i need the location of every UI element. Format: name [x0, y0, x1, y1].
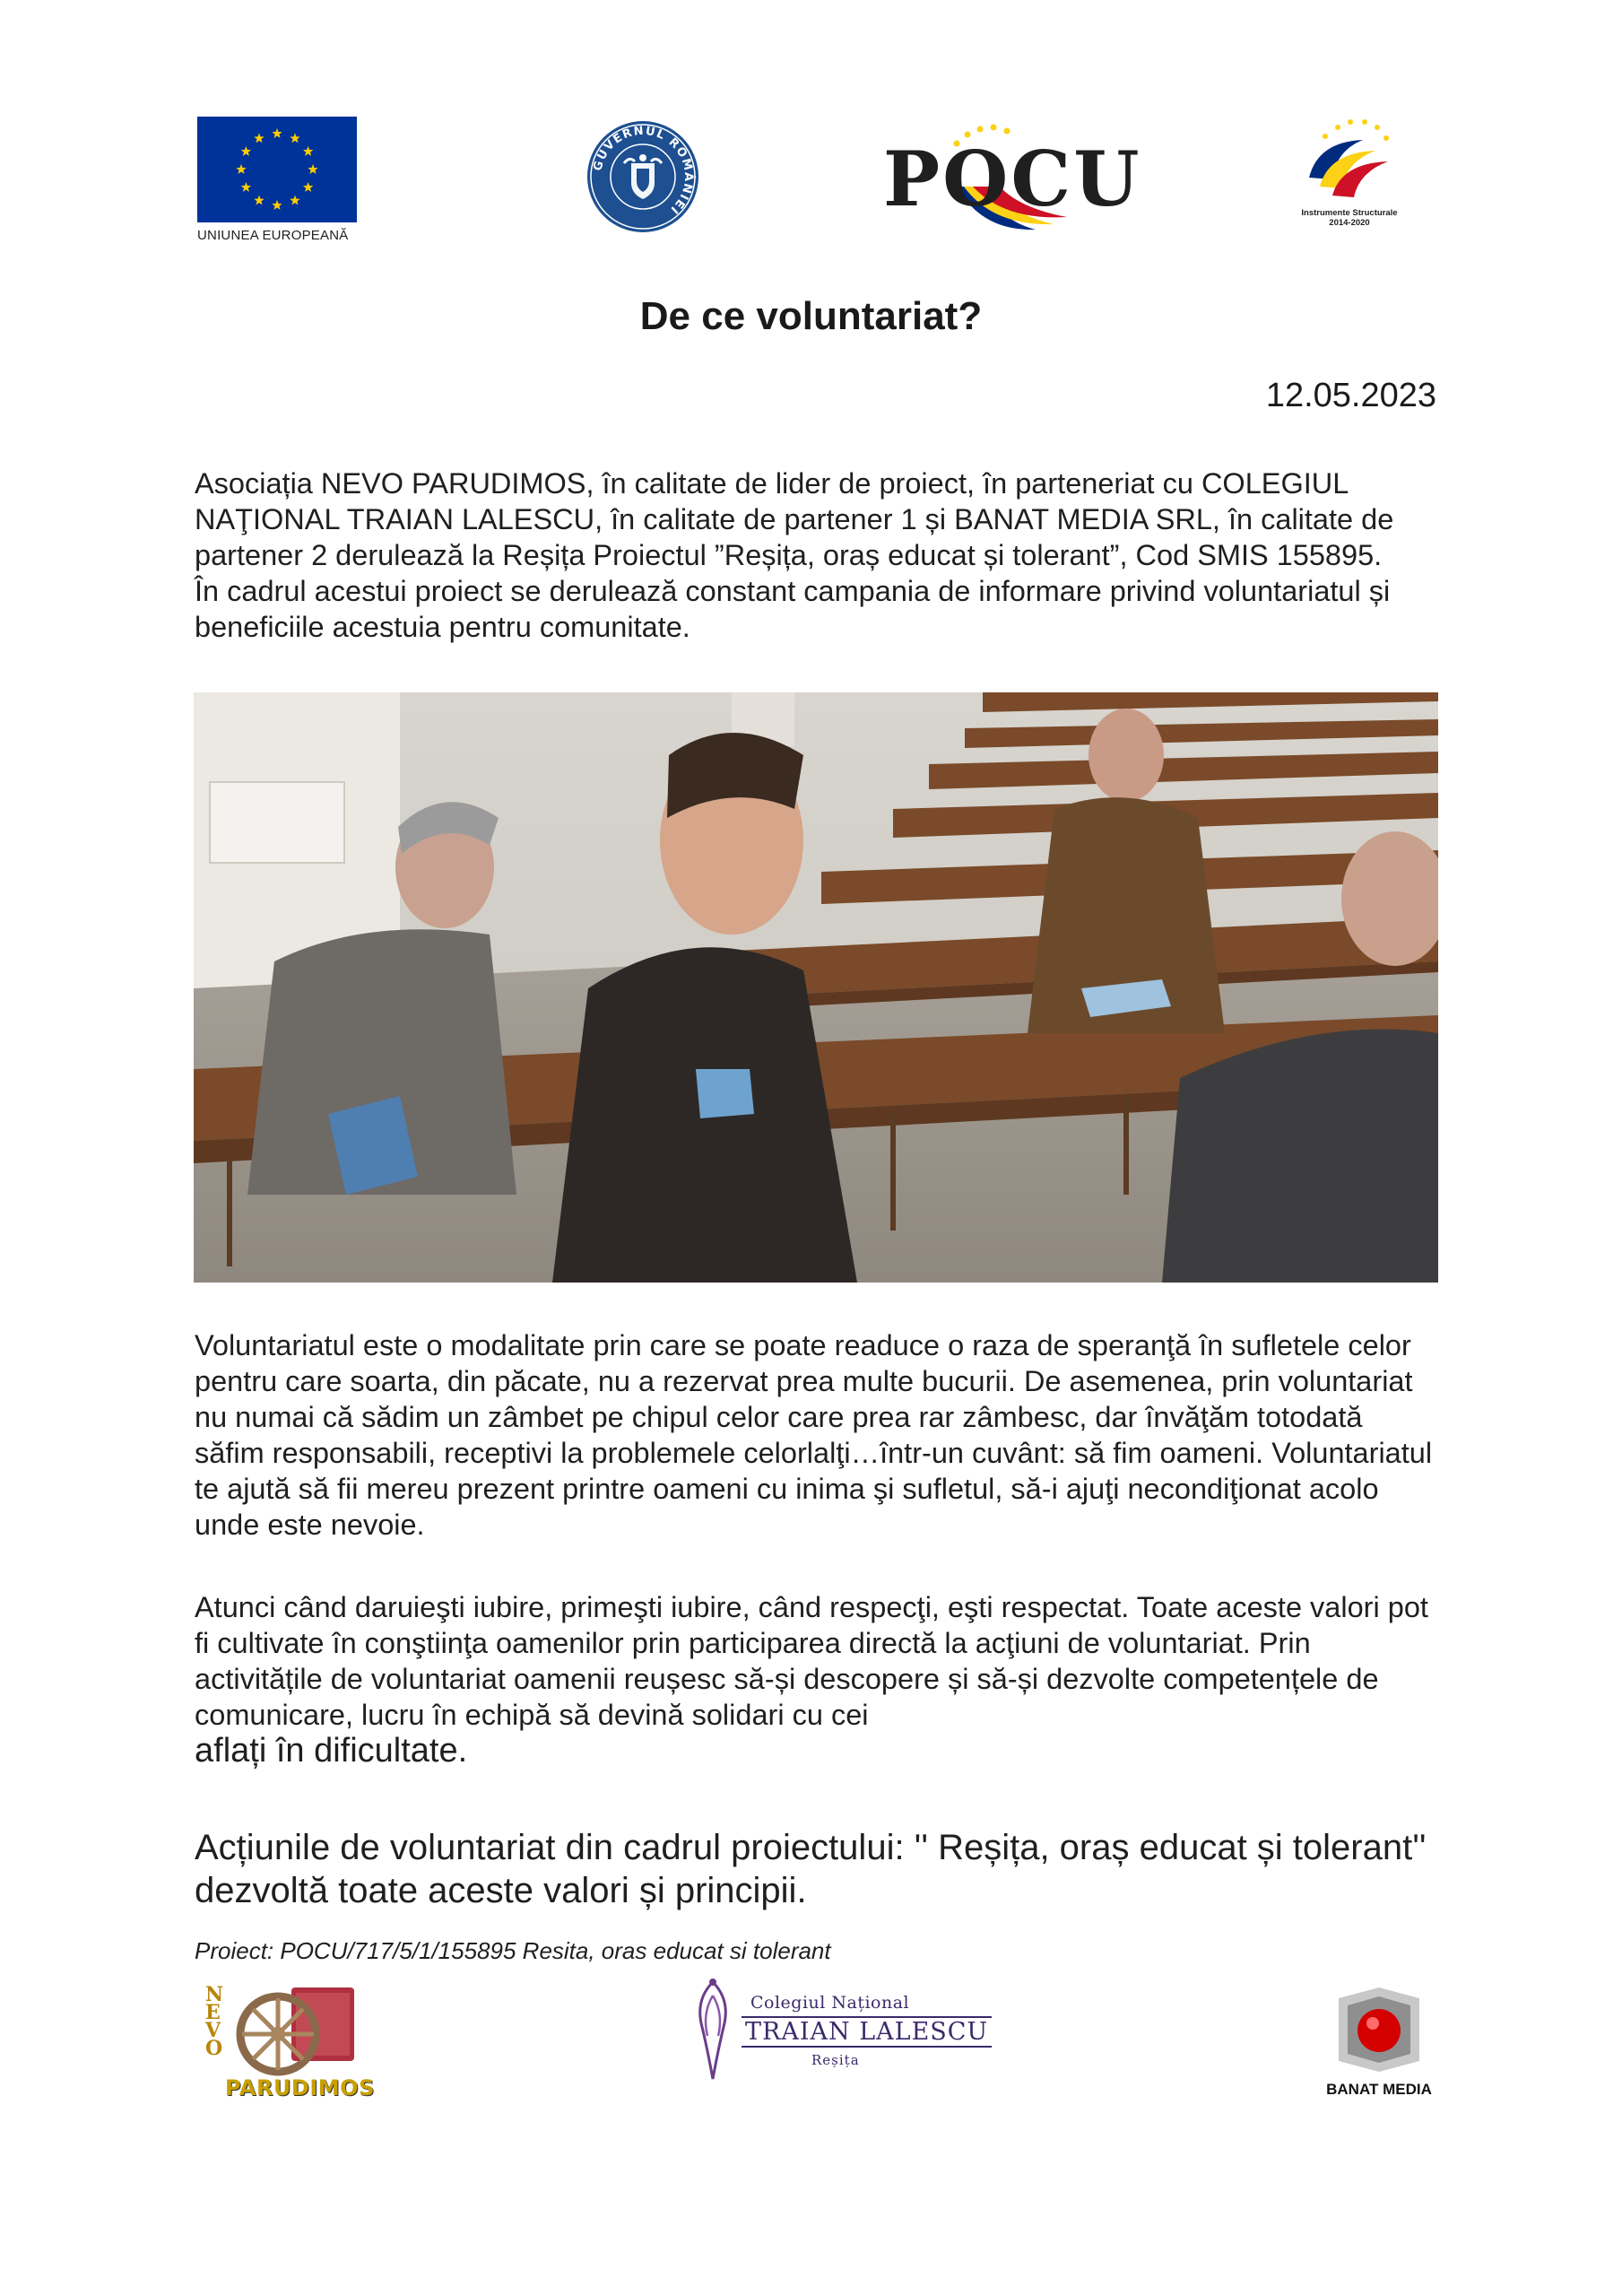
body-paragraph: Atunci când daruieşti iubire, primeşti iubire, când respecţi, eşti respectat. Toate aceste valori pot fi cultivate în conştiinţa oamenilor prin participarea directă la acţiuni de voluntariat. Prin activitățile de voluntariat oamenii reușesc să-și descopere și să-și dezvolte competențele de comunicare, lucru în echipă să devină solidari cu cei aflați în dificultate. [195, 1591, 1428, 1770]
eu-star [272, 128, 282, 138]
eu-flag [197, 117, 357, 222]
pocu-logo [874, 124, 1142, 245]
parudimos-wordmark: PARUDIMOS [225, 2075, 375, 2100]
body-paragraph: Voluntariatul este o modalitate prin care se poate readuce o raza de speranţă în sufletele celor pentru care soarta, din păcate, nu a rezervat prea multe bucurii. De asemenea, prin voluntariat nu numai că sădim un zâmbet pe chipul celor care prea rar zâmbesc, dar învăţăm totodată săfim responsabili, receptivi la problemele celorlalţi…într-un cuvânt: să fim oameni. Voluntariatul te ajută să fii mereu prezent printre oameni cu inima şi sufletul, să-i ajuţi necondiţionat acolo unde este nevoie. [195, 1329, 1433, 1541]
document-date: 12.05.2023 [1265, 377, 1436, 414]
document-title: De ce voluntariat? [639, 294, 983, 338]
eu-star [254, 196, 264, 205]
intro-paragraph: În cadrul acestui proiect se derulează constant campania de informare privind voluntariatul și beneficiile acestuia pentru comunitate. [195, 575, 1391, 643]
cntl-line-3: Reșița [811, 2052, 860, 2068]
instrumente-structurale-logo [1282, 115, 1417, 231]
wagon-wheel-icon [240, 1996, 316, 2072]
colegiul-national-traian-lalescu-logo [686, 1973, 989, 2085]
eu-star [290, 196, 299, 205]
pocu-wordmark: POCU [883, 135, 1142, 223]
eu-star [308, 164, 317, 174]
nevo-parudimos-logo [202, 1980, 381, 2106]
eu-star [241, 146, 251, 156]
intro-paragraph: Asociația NEVO PARUDIMOS, în calitate de lider de proiect, în parteneriat cu COLEGIUL NAŢIONAL TRAIAN LALESCU, în calitate de partener 1 și BANAT MEDIA SRL, în calitate de partener 2 derulează la Reșița Proiectul ”Reșița, oraș educat și tolerant”, Cod SMIS 155895. [195, 467, 1394, 571]
nevo-wordmark: NEVO [205, 1983, 224, 2060]
eu-star [303, 182, 313, 192]
eu-star [272, 200, 282, 210]
gov-ring-text: GUVERNUL ROMÂNIEI [591, 124, 696, 217]
project-reference: Proiect: POCU/717/5/1/155895 Resita, oras educat si tolerant [195, 1937, 831, 1964]
eu-star [254, 133, 264, 143]
cntl-line-1: Colegiul Național [750, 1993, 910, 2013]
eu-stars-icon [197, 117, 357, 222]
cntl-line-2: TRAIAN LALESCU [742, 2016, 992, 2048]
eu-star [303, 146, 313, 156]
cntl-emblem-icon [686, 1973, 740, 2085]
eu-star [290, 133, 299, 143]
closing-statement: Acțiunile de voluntariat din cadrul proiectului: '' Reșița, oraș educat și tolerant'' dezvoltă toate aceste valori și principii. [195, 1828, 1427, 1910]
eu-star [241, 182, 251, 192]
intro-section [195, 465, 1436, 645]
is-stars-icon [1323, 119, 1389, 141]
romanian-government-logo [585, 118, 701, 235]
banat-media-emblem-icon [1312, 1980, 1446, 2079]
banat-media-caption: BANAT MEDIA [1326, 2081, 1432, 2098]
eu-logo [197, 117, 359, 242]
eu-star [236, 164, 246, 174]
volunteers-reading-leaflets-photo [194, 692, 1438, 1283]
banat-media-logo [1312, 1980, 1446, 2097]
eu-caption: UNIUNEA EUROPEANĂ [197, 228, 349, 243]
instrumente-structurale-caption: Instrumente Structurale 2014-2020 [1301, 208, 1398, 228]
